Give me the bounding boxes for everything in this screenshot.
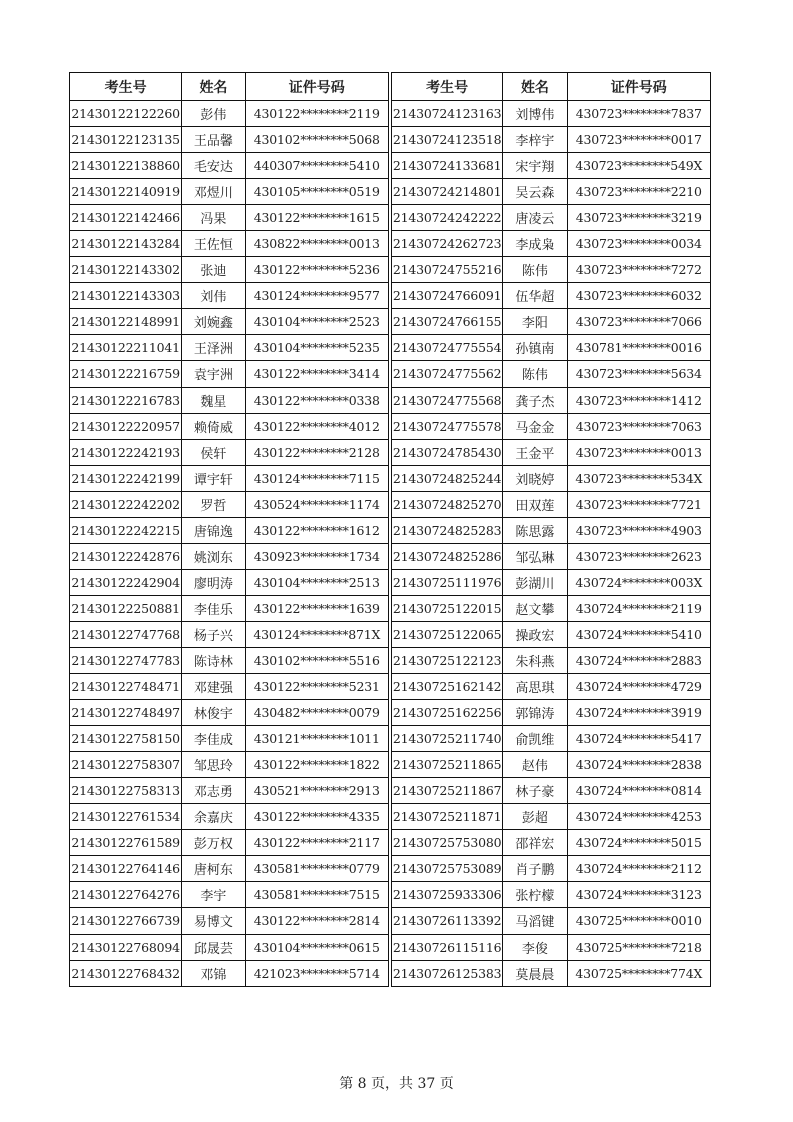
name-cell: 彭超 (503, 804, 567, 830)
name-cell: 陈思露 (503, 517, 567, 543)
name-cell: 马金金 (503, 413, 567, 439)
table-row (70, 569, 389, 595)
name-cell: 邓志勇 (182, 778, 245, 804)
table-row (392, 543, 711, 569)
table-row (392, 491, 711, 517)
table-row (70, 205, 389, 231)
header-cert-number: 证件号码 (567, 73, 710, 101)
header-exam-number: 考生号 (392, 73, 503, 101)
exam-number-cell: 21430724825244 (392, 465, 503, 491)
cert-number-cell: 430725********0010 (567, 908, 710, 934)
exam-number-cell: 21430725162256 (392, 700, 503, 726)
roster-table-left (69, 72, 389, 987)
name-cell: 邹弘琳 (503, 543, 567, 569)
cert-number-cell: 430104********0615 (245, 934, 388, 960)
table-row (70, 387, 389, 413)
table-row (70, 830, 389, 856)
cert-number-cell: 430724********5015 (567, 830, 710, 856)
table-row (70, 700, 389, 726)
name-cell: 陈伟 (503, 361, 567, 387)
name-cell: 毛安达 (182, 153, 245, 179)
exam-number-cell: 21430725753089 (392, 856, 503, 882)
table-row (392, 595, 711, 621)
header-row (70, 73, 389, 101)
roster-sheet (69, 72, 711, 987)
exam-number-cell: 21430122747768 (70, 621, 182, 647)
table-row (70, 283, 389, 309)
cert-number-cell: 430723********0013 (567, 439, 710, 465)
name-cell: 赵伟 (503, 752, 567, 778)
cert-number-cell: 430724********5410 (567, 621, 710, 647)
name-cell: 刘伟 (182, 283, 245, 309)
table-row (70, 101, 389, 127)
cert-number-cell: 430723********2623 (567, 543, 710, 569)
name-cell: 易博文 (182, 908, 245, 934)
table-row (70, 778, 389, 804)
cert-number-cell: 430581********7515 (245, 882, 388, 908)
cert-number-cell: 430723********4903 (567, 517, 710, 543)
name-cell: 赖倚威 (182, 413, 245, 439)
table-row (70, 752, 389, 778)
table-row (392, 205, 711, 231)
exam-number-cell: 21430724825286 (392, 543, 503, 569)
table-row (392, 621, 711, 647)
exam-number-cell: 21430122242215 (70, 517, 182, 543)
cert-number-cell: 430724********4729 (567, 674, 710, 700)
table-row (70, 647, 389, 673)
exam-number-cell: 21430725122065 (392, 621, 503, 647)
exam-number-cell: 21430122242904 (70, 569, 182, 595)
name-cell: 张迪 (182, 257, 245, 283)
cert-number-cell: 430122********2117 (245, 830, 388, 856)
cert-number-cell: 430104********2513 (245, 569, 388, 595)
table-row (70, 465, 389, 491)
exam-number-cell: 21430122758313 (70, 778, 182, 804)
table-row (392, 778, 711, 804)
table-row (70, 335, 389, 361)
header-cert-number: 证件号码 (245, 73, 388, 101)
cert-number-cell: 430822********0013 (245, 231, 388, 257)
table-row (392, 439, 711, 465)
exam-number-cell: 21430122123135 (70, 127, 182, 153)
cert-number-cell: 430122********3414 (245, 361, 388, 387)
name-cell: 郭锦涛 (503, 700, 567, 726)
exam-number-cell: 21430725162142 (392, 674, 503, 700)
name-cell: 余嘉庆 (182, 804, 245, 830)
name-cell: 肖子鹏 (503, 856, 567, 882)
cert-number-cell: 430102********5068 (245, 127, 388, 153)
exam-number-cell: 21430122220957 (70, 413, 182, 439)
cert-number-cell: 430724********2119 (567, 595, 710, 621)
table-row (392, 804, 711, 830)
table-row (392, 830, 711, 856)
exam-number-cell: 21430122122260 (70, 101, 182, 127)
table-row (70, 595, 389, 621)
name-cell: 李梓宇 (503, 127, 567, 153)
exam-number-cell: 21430122242199 (70, 465, 182, 491)
cert-number-cell: 430725********7218 (567, 934, 710, 960)
cert-number-cell: 430724********2112 (567, 856, 710, 882)
exam-number-cell: 21430122211041 (70, 335, 182, 361)
exam-number-cell: 21430122758307 (70, 752, 182, 778)
name-cell: 王泽洲 (182, 335, 245, 361)
name-cell: 王金平 (503, 439, 567, 465)
cert-number-cell: 430102********5516 (245, 647, 388, 673)
name-cell: 王品馨 (182, 127, 245, 153)
table-row (392, 517, 711, 543)
header-name: 姓名 (503, 73, 567, 101)
cert-number-cell: 430105********0519 (245, 179, 388, 205)
exam-number-cell: 21430122143284 (70, 231, 182, 257)
cert-number-cell: 430122********5231 (245, 674, 388, 700)
table-row (70, 908, 389, 934)
name-cell: 李佳成 (182, 726, 245, 752)
name-cell: 唐锦逸 (182, 517, 245, 543)
name-cell: 龚子杰 (503, 387, 567, 413)
cert-number-cell: 430122********2119 (245, 101, 388, 127)
name-cell: 林子豪 (503, 778, 567, 804)
name-cell: 彭伟 (182, 101, 245, 127)
cert-number-cell: 430723********7837 (567, 101, 710, 127)
cert-number-cell: 430723********5634 (567, 361, 710, 387)
name-cell: 杨子兴 (182, 621, 245, 647)
table-row (70, 491, 389, 517)
cert-number-cell: 430122********4335 (245, 804, 388, 830)
cert-number-cell: 430104********2523 (245, 309, 388, 335)
exam-number-cell: 21430725122015 (392, 595, 503, 621)
table-row (392, 700, 711, 726)
cert-number-cell: 430122********1822 (245, 752, 388, 778)
cert-number-cell: 430524********1174 (245, 491, 388, 517)
name-cell: 罗哲 (182, 491, 245, 517)
exam-number-cell: 21430122761534 (70, 804, 182, 830)
exam-number-cell: 21430724755216 (392, 257, 503, 283)
cert-number-cell: 430581********0779 (245, 856, 388, 882)
name-cell: 魏星 (182, 387, 245, 413)
table-row (392, 101, 711, 127)
table-row (392, 413, 711, 439)
table-row (70, 960, 389, 986)
table-row (392, 726, 711, 752)
cert-number-cell: 430724********0814 (567, 778, 710, 804)
cert-number-cell: 430724********2883 (567, 647, 710, 673)
table-row (392, 465, 711, 491)
cert-number-cell: 430122********1639 (245, 595, 388, 621)
table-row (392, 231, 711, 257)
exam-number-cell: 21430122142466 (70, 205, 182, 231)
exam-number-cell: 21430122242193 (70, 439, 182, 465)
cert-number-cell: 430723********7272 (567, 257, 710, 283)
exam-number-cell: 21430122764146 (70, 856, 182, 882)
table-row (392, 934, 711, 960)
header-exam-number: 考生号 (70, 73, 182, 101)
table-row (392, 882, 711, 908)
cert-number-cell: 430124********7115 (245, 465, 388, 491)
cert-number-cell: 430124********871X (245, 621, 388, 647)
exam-number-cell: 21430122242876 (70, 543, 182, 569)
table-row (392, 674, 711, 700)
table-row (392, 387, 711, 413)
table-row (70, 413, 389, 439)
exam-number-cell: 21430725211867 (392, 778, 503, 804)
exam-number-cell: 21430122242202 (70, 491, 182, 517)
cert-number-cell: 430724********003X (567, 569, 710, 595)
cert-number-cell: 430121********1011 (245, 726, 388, 752)
name-cell: 马滔键 (503, 908, 567, 934)
cert-number-cell: 430104********5235 (245, 335, 388, 361)
name-cell: 唐柯东 (182, 856, 245, 882)
name-cell: 邱晟芸 (182, 934, 245, 960)
exam-number-cell: 21430122143302 (70, 257, 182, 283)
table-row (70, 153, 389, 179)
exam-number-cell: 21430726125383 (392, 960, 503, 986)
exam-number-cell: 21430724785430 (392, 439, 503, 465)
name-cell: 侯轩 (182, 439, 245, 465)
cert-number-cell: 430724********2838 (567, 752, 710, 778)
cert-number-cell: 430521********2913 (245, 778, 388, 804)
name-cell: 莫晨晨 (503, 960, 567, 986)
cert-number-cell: 430723********1412 (567, 387, 710, 413)
name-cell: 陈伟 (503, 257, 567, 283)
exam-number-cell: 21430725753080 (392, 830, 503, 856)
table-row (70, 309, 389, 335)
name-cell: 袁宇洲 (182, 361, 245, 387)
cert-number-cell: 430122********2814 (245, 908, 388, 934)
table-row (70, 127, 389, 153)
cert-number-cell: 430723********7721 (567, 491, 710, 517)
cert-number-cell: 430724********5417 (567, 726, 710, 752)
table-row (70, 621, 389, 647)
cert-number-cell: 430723********7063 (567, 413, 710, 439)
name-cell: 林俊宇 (182, 700, 245, 726)
name-cell: 吴云森 (503, 179, 567, 205)
cert-number-cell: 430723********0034 (567, 231, 710, 257)
exam-number-cell: 21430122216759 (70, 361, 182, 387)
name-cell: 彭万权 (182, 830, 245, 856)
name-cell: 操政宏 (503, 621, 567, 647)
cert-number-cell: 430122********1615 (245, 205, 388, 231)
table-row (392, 752, 711, 778)
name-cell: 李宇 (182, 882, 245, 908)
roster-body-right (392, 101, 711, 987)
table-row (392, 361, 711, 387)
table-row (392, 153, 711, 179)
cert-number-cell: 430724********3123 (567, 882, 710, 908)
exam-number-cell: 21430122768432 (70, 960, 182, 986)
name-cell: 张柠檬 (503, 882, 567, 908)
exam-number-cell: 21430725933306 (392, 882, 503, 908)
name-cell: 廖明涛 (182, 569, 245, 595)
name-cell: 伍华超 (503, 283, 567, 309)
cert-number-cell: 430723********7066 (567, 309, 710, 335)
table-row (70, 231, 389, 257)
cert-number-cell: 430122********1612 (245, 517, 388, 543)
exam-number-cell: 21430122148991 (70, 309, 182, 335)
table-row (70, 882, 389, 908)
name-cell: 田双莲 (503, 491, 567, 517)
table-row (70, 804, 389, 830)
name-cell: 刘婉鑫 (182, 309, 245, 335)
exam-number-cell: 21430122748471 (70, 674, 182, 700)
table-row (70, 361, 389, 387)
exam-number-cell: 21430122764276 (70, 882, 182, 908)
table-row (70, 179, 389, 205)
cert-number-cell: 430723********549X (567, 153, 710, 179)
exam-number-cell: 21430724775554 (392, 335, 503, 361)
name-cell: 邹思玲 (182, 752, 245, 778)
cert-number-cell: 421023********5714 (245, 960, 388, 986)
table-row (70, 934, 389, 960)
name-cell: 邓建强 (182, 674, 245, 700)
cert-number-cell: 430724********4253 (567, 804, 710, 830)
exam-number-cell: 21430724766091 (392, 283, 503, 309)
page-footer: 第 8 页，共 37 页 (339, 1076, 454, 1092)
table-row (392, 647, 711, 673)
name-cell: 唐凌云 (503, 205, 567, 231)
header-row (392, 73, 711, 101)
exam-number-cell: 21430724123163 (392, 101, 503, 127)
cert-number-cell: 430725********774X (567, 960, 710, 986)
cert-number-cell: 430124********9577 (245, 283, 388, 309)
exam-number-cell: 21430724825283 (392, 517, 503, 543)
table-row (70, 439, 389, 465)
name-cell: 姚浏东 (182, 543, 245, 569)
cert-number-cell: 430781********0016 (567, 335, 710, 361)
cert-number-cell: 430723********534X (567, 465, 710, 491)
exam-number-cell: 21430725211865 (392, 752, 503, 778)
cert-number-cell: 430723********3219 (567, 205, 710, 231)
name-cell: 邵祥宏 (503, 830, 567, 856)
name-cell: 李佳乐 (182, 595, 245, 621)
exam-number-cell: 21430725111976 (392, 569, 503, 595)
cert-number-cell: 430723********0017 (567, 127, 710, 153)
exam-number-cell: 21430122758150 (70, 726, 182, 752)
exam-number-cell: 21430122747783 (70, 647, 182, 673)
cert-number-cell: 430723********2210 (567, 179, 710, 205)
name-cell: 朱科燕 (503, 647, 567, 673)
exam-number-cell: 21430122748497 (70, 700, 182, 726)
exam-number-cell: 21430726115116 (392, 934, 503, 960)
table-row (392, 309, 711, 335)
exam-number-cell: 21430725211871 (392, 804, 503, 830)
exam-number-cell: 21430724123518 (392, 127, 503, 153)
table-row (392, 335, 711, 361)
table-row (392, 127, 711, 153)
exam-number-cell: 21430122761589 (70, 830, 182, 856)
roster-body-left (70, 101, 389, 987)
cert-number-cell: 430923********1734 (245, 543, 388, 569)
name-cell: 刘晓婷 (503, 465, 567, 491)
table-row (392, 257, 711, 283)
table-row (70, 674, 389, 700)
name-cell: 邓锦 (182, 960, 245, 986)
cert-number-cell: 430122********5236 (245, 257, 388, 283)
table-row (70, 726, 389, 752)
cert-number-cell: 430723********6032 (567, 283, 710, 309)
exam-number-cell: 21430724262723 (392, 231, 503, 257)
name-cell: 高思琪 (503, 674, 567, 700)
name-cell: 王佐恒 (182, 231, 245, 257)
exam-number-cell: 21430122140919 (70, 179, 182, 205)
exam-number-cell: 21430724242222 (392, 205, 503, 231)
exam-number-cell: 21430724825270 (392, 491, 503, 517)
exam-number-cell: 21430122766739 (70, 908, 182, 934)
exam-number-cell: 21430122768094 (70, 934, 182, 960)
name-cell: 邓煜川 (182, 179, 245, 205)
exam-number-cell: 21430122250881 (70, 595, 182, 621)
name-cell: 刘博伟 (503, 101, 567, 127)
exam-number-cell: 21430725211740 (392, 726, 503, 752)
cert-number-cell: 440307********5410 (245, 153, 388, 179)
header-name: 姓名 (182, 73, 245, 101)
table-row (392, 569, 711, 595)
cert-number-cell: 430482********0079 (245, 700, 388, 726)
table-row (70, 517, 389, 543)
exam-number-cell: 21430724133681 (392, 153, 503, 179)
exam-number-cell: 21430725122123 (392, 647, 503, 673)
table-row (70, 257, 389, 283)
exam-number-cell: 21430724775578 (392, 413, 503, 439)
name-cell: 李俊 (503, 934, 567, 960)
cert-number-cell: 430122********4012 (245, 413, 388, 439)
name-cell: 赵文攀 (503, 595, 567, 621)
table-row (392, 856, 711, 882)
cert-number-cell: 430724********3919 (567, 700, 710, 726)
name-cell: 俞凯维 (503, 726, 567, 752)
table-row (392, 960, 711, 986)
exam-number-cell: 21430122216783 (70, 387, 182, 413)
table-row (70, 856, 389, 882)
exam-number-cell: 21430724214801 (392, 179, 503, 205)
name-cell: 谭宇轩 (182, 465, 245, 491)
exam-number-cell: 21430724775568 (392, 387, 503, 413)
cert-number-cell: 430122********0338 (245, 387, 388, 413)
table-row (70, 543, 389, 569)
table-row (392, 179, 711, 205)
cert-number-cell: 430122********2128 (245, 439, 388, 465)
table-row (392, 283, 711, 309)
name-cell: 冯果 (182, 205, 245, 231)
exam-number-cell: 21430724766155 (392, 309, 503, 335)
name-cell: 彭湖川 (503, 569, 567, 595)
name-cell: 陈诗林 (182, 647, 245, 673)
exam-number-cell: 21430122138860 (70, 153, 182, 179)
table-row (392, 908, 711, 934)
exam-number-cell: 21430726113392 (392, 908, 503, 934)
name-cell: 宋宇翔 (503, 153, 567, 179)
name-cell: 孙镇南 (503, 335, 567, 361)
roster-table-right (391, 72, 711, 987)
exam-number-cell: 21430724775562 (392, 361, 503, 387)
name-cell: 李成枭 (503, 231, 567, 257)
exam-number-cell: 21430122143303 (70, 283, 182, 309)
name-cell: 李阳 (503, 309, 567, 335)
